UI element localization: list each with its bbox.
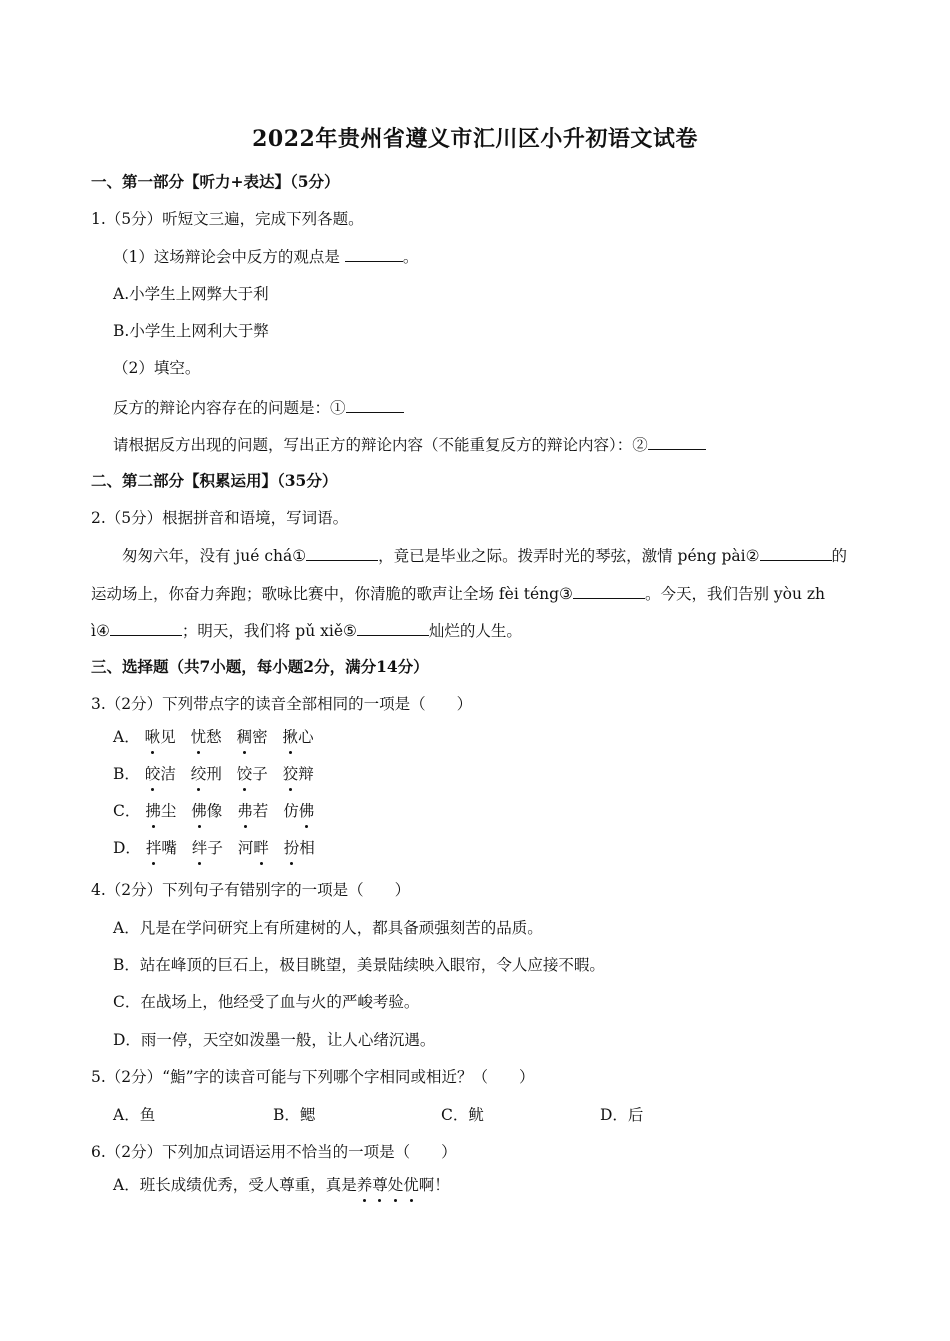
q4-option-b: B．站在峰顶的巨石上，极目眺望，美景陆续映入眼帘，令人应接不暇。 — [113, 956, 605, 974]
plain-char: 相 — [299, 839, 315, 857]
option-label: A． — [113, 728, 140, 746]
word — [238, 837, 269, 859]
emphasized-char: 处 — [387, 1176, 404, 1194]
plain-char: 心 — [298, 728, 314, 746]
answer-blank[interactable] — [306, 544, 378, 561]
word — [283, 726, 314, 748]
word — [283, 800, 314, 822]
q2-line-1 — [122, 544, 847, 567]
emphasized-char: 饺 — [236, 765, 253, 783]
word — [145, 800, 176, 822]
q2-text: 匆匆六年，没有 jué chá① — [122, 547, 307, 565]
answer-blank[interactable] — [345, 245, 403, 262]
word — [284, 837, 315, 859]
emphasized-char: 优 — [403, 1176, 419, 1194]
q2-text: 。今天，我们告别 yòu zh — [644, 585, 826, 603]
q1-option-b: B.小学生上网利大于弊 — [113, 322, 269, 340]
q6-option-a-pre: A．班长成绩优秀，受人尊重，真是 — [113, 1176, 357, 1194]
q5-option-b: B．鳃 — [273, 1106, 316, 1124]
word — [145, 726, 176, 748]
option-label: C． — [113, 802, 141, 820]
q2-text: 的 — [831, 547, 848, 565]
q1-stem: 1.（5分）听短文三遍，完成下列各题。 — [91, 210, 364, 228]
word — [237, 726, 268, 748]
q2-text: ；明天，我们将 pǔ xiě⑤ — [181, 622, 357, 640]
q4-option-a: A．凡是在学问研究上有所建树的人，都具备顽强刻苦的品质。 — [113, 919, 543, 937]
q2-text: 运动场上，你奋力奔跑；歌咏比赛中，你清脆的歌声让全场 fèi téng③ — [91, 585, 573, 603]
emphasized-char: 拂 — [145, 802, 161, 820]
exam-title: 2022年贵州省遵义市汇川区小升初语文试卷 — [252, 126, 698, 152]
q1-sub2: （2）填空。 — [113, 359, 201, 377]
emphasized-char: 拌 — [145, 839, 162, 857]
q4-stem: 4.（2分）下列句子有错别字的一项是（ ） — [91, 881, 411, 899]
q2-stem: 2.（5分）根据拼音和语境，写词语。 — [91, 509, 349, 527]
q6-stem: 6.（2分）下列加点词语运用不恰当的一项是（ ） — [91, 1143, 457, 1161]
q5-option-a: A．鱼 — [113, 1106, 156, 1124]
word — [237, 800, 268, 822]
q5-option-d: D．后 — [600, 1106, 644, 1124]
plain-char: 洁 — [160, 765, 176, 783]
word — [191, 763, 222, 785]
plain-char: 河 — [237, 839, 254, 857]
q2-line-2 — [91, 582, 825, 605]
plain-char: 见 — [160, 728, 176, 746]
q3-option-a — [113, 726, 314, 748]
emphasized-char: 啾 — [144, 728, 161, 746]
option-label: D． — [113, 839, 141, 857]
answer-blank[interactable] — [357, 619, 429, 636]
q5-stem: 5.（2分）“鮨”字的读音可能与下列哪个字相同或相近？（ ） — [91, 1068, 535, 1086]
q1-fill-1 — [113, 396, 404, 419]
q2-text: ，竟已是毕业之际。拨弄时光的琴弦，激情 péng pài② — [378, 547, 760, 565]
q2-line-3 — [91, 619, 522, 642]
plain-char: 尘 — [160, 802, 177, 820]
q3-stem: 3.（2分）下列带点字的读音全部相同的一项是（ ） — [91, 695, 473, 713]
q1-sub1-end: 。 — [402, 248, 419, 266]
plain-char: 辩 — [298, 765, 314, 783]
q3-option-c — [113, 800, 314, 822]
answer-blank[interactable] — [346, 396, 404, 413]
plain-char: 像 — [206, 802, 223, 820]
q1-fill-2 — [113, 433, 706, 456]
answer-blank[interactable] — [573, 582, 645, 599]
emphasized-char: 绞 — [190, 765, 207, 783]
word — [146, 837, 177, 859]
emphasized-char: 揪 — [282, 728, 299, 746]
word — [237, 763, 268, 785]
plain-char: 愁 — [206, 728, 222, 746]
plain-char: 密 — [252, 728, 268, 746]
emphasized-char: 稠 — [236, 728, 253, 746]
emphasized-char: 养 — [356, 1176, 373, 1194]
q1-option-a: A.小学生上网弊大于利 — [113, 285, 269, 303]
q1-fill-1-text: 反方的辩论内容存在的问题是：① — [113, 399, 346, 417]
emphasized-char: 尊 — [372, 1176, 388, 1194]
word — [191, 726, 222, 748]
word — [191, 800, 222, 822]
emphasized-char: 佛 — [191, 802, 207, 820]
word — [145, 763, 176, 785]
plain-char: 仿 — [283, 802, 299, 820]
answer-blank[interactable] — [110, 619, 182, 636]
word — [283, 763, 314, 785]
emphasized-char: 狡 — [282, 765, 299, 783]
emphasized-char: 忧 — [190, 728, 207, 746]
emphasized-char: 弗 — [237, 802, 253, 820]
section-3-heading: 三、选择题（共7小题，每小题2分，满分14分） — [91, 657, 429, 676]
plain-char: 子 — [207, 839, 223, 857]
q3-option-b — [113, 763, 314, 785]
emphasized-char: 皎 — [144, 765, 161, 783]
emphasized-char: 畔 — [253, 839, 269, 857]
emphasized-char: 扮 — [283, 839, 300, 857]
section-2-heading: 二、第二部分【积累运用】（35分） — [91, 471, 338, 490]
q3-option-d — [113, 837, 315, 859]
answer-blank[interactable] — [760, 544, 832, 561]
plain-char: 若 — [252, 802, 269, 820]
q2-text: ì④ — [91, 622, 110, 640]
q5-option-c: C．鱿 — [441, 1106, 484, 1124]
emphasized-char: 佛 — [298, 802, 315, 820]
q6-option-a-post: 啊！ — [418, 1176, 450, 1194]
word — [192, 837, 223, 859]
answer-blank[interactable] — [648, 433, 706, 450]
plain-char: 子 — [252, 765, 268, 783]
plain-char: 嘴 — [161, 839, 177, 857]
section-1-heading: 一、第一部分【听力+表达】（5分） — [91, 172, 340, 191]
q1-sub1-text: （1）这场辩论会中反方的观点是 — [113, 248, 340, 266]
emphasized-char: 绊 — [191, 839, 208, 857]
q1-fill-2-text: 请根据反方出现的问题，写出正方的辩论内容（不能重复反方的辩论内容）：② — [113, 436, 648, 454]
plain-char: 刑 — [206, 765, 222, 783]
q4-option-c: C．在战场上，他经受了血与火的严峻考验。 — [113, 993, 420, 1011]
q2-text: 灿烂的人生。 — [428, 622, 522, 640]
option-label: B． — [113, 765, 140, 783]
q1-sub1 — [113, 245, 418, 268]
q4-option-d: D．雨一停，天空如泼墨一般，让人心绪沉遇。 — [113, 1031, 436, 1049]
q6-option-a — [113, 1174, 450, 1196]
